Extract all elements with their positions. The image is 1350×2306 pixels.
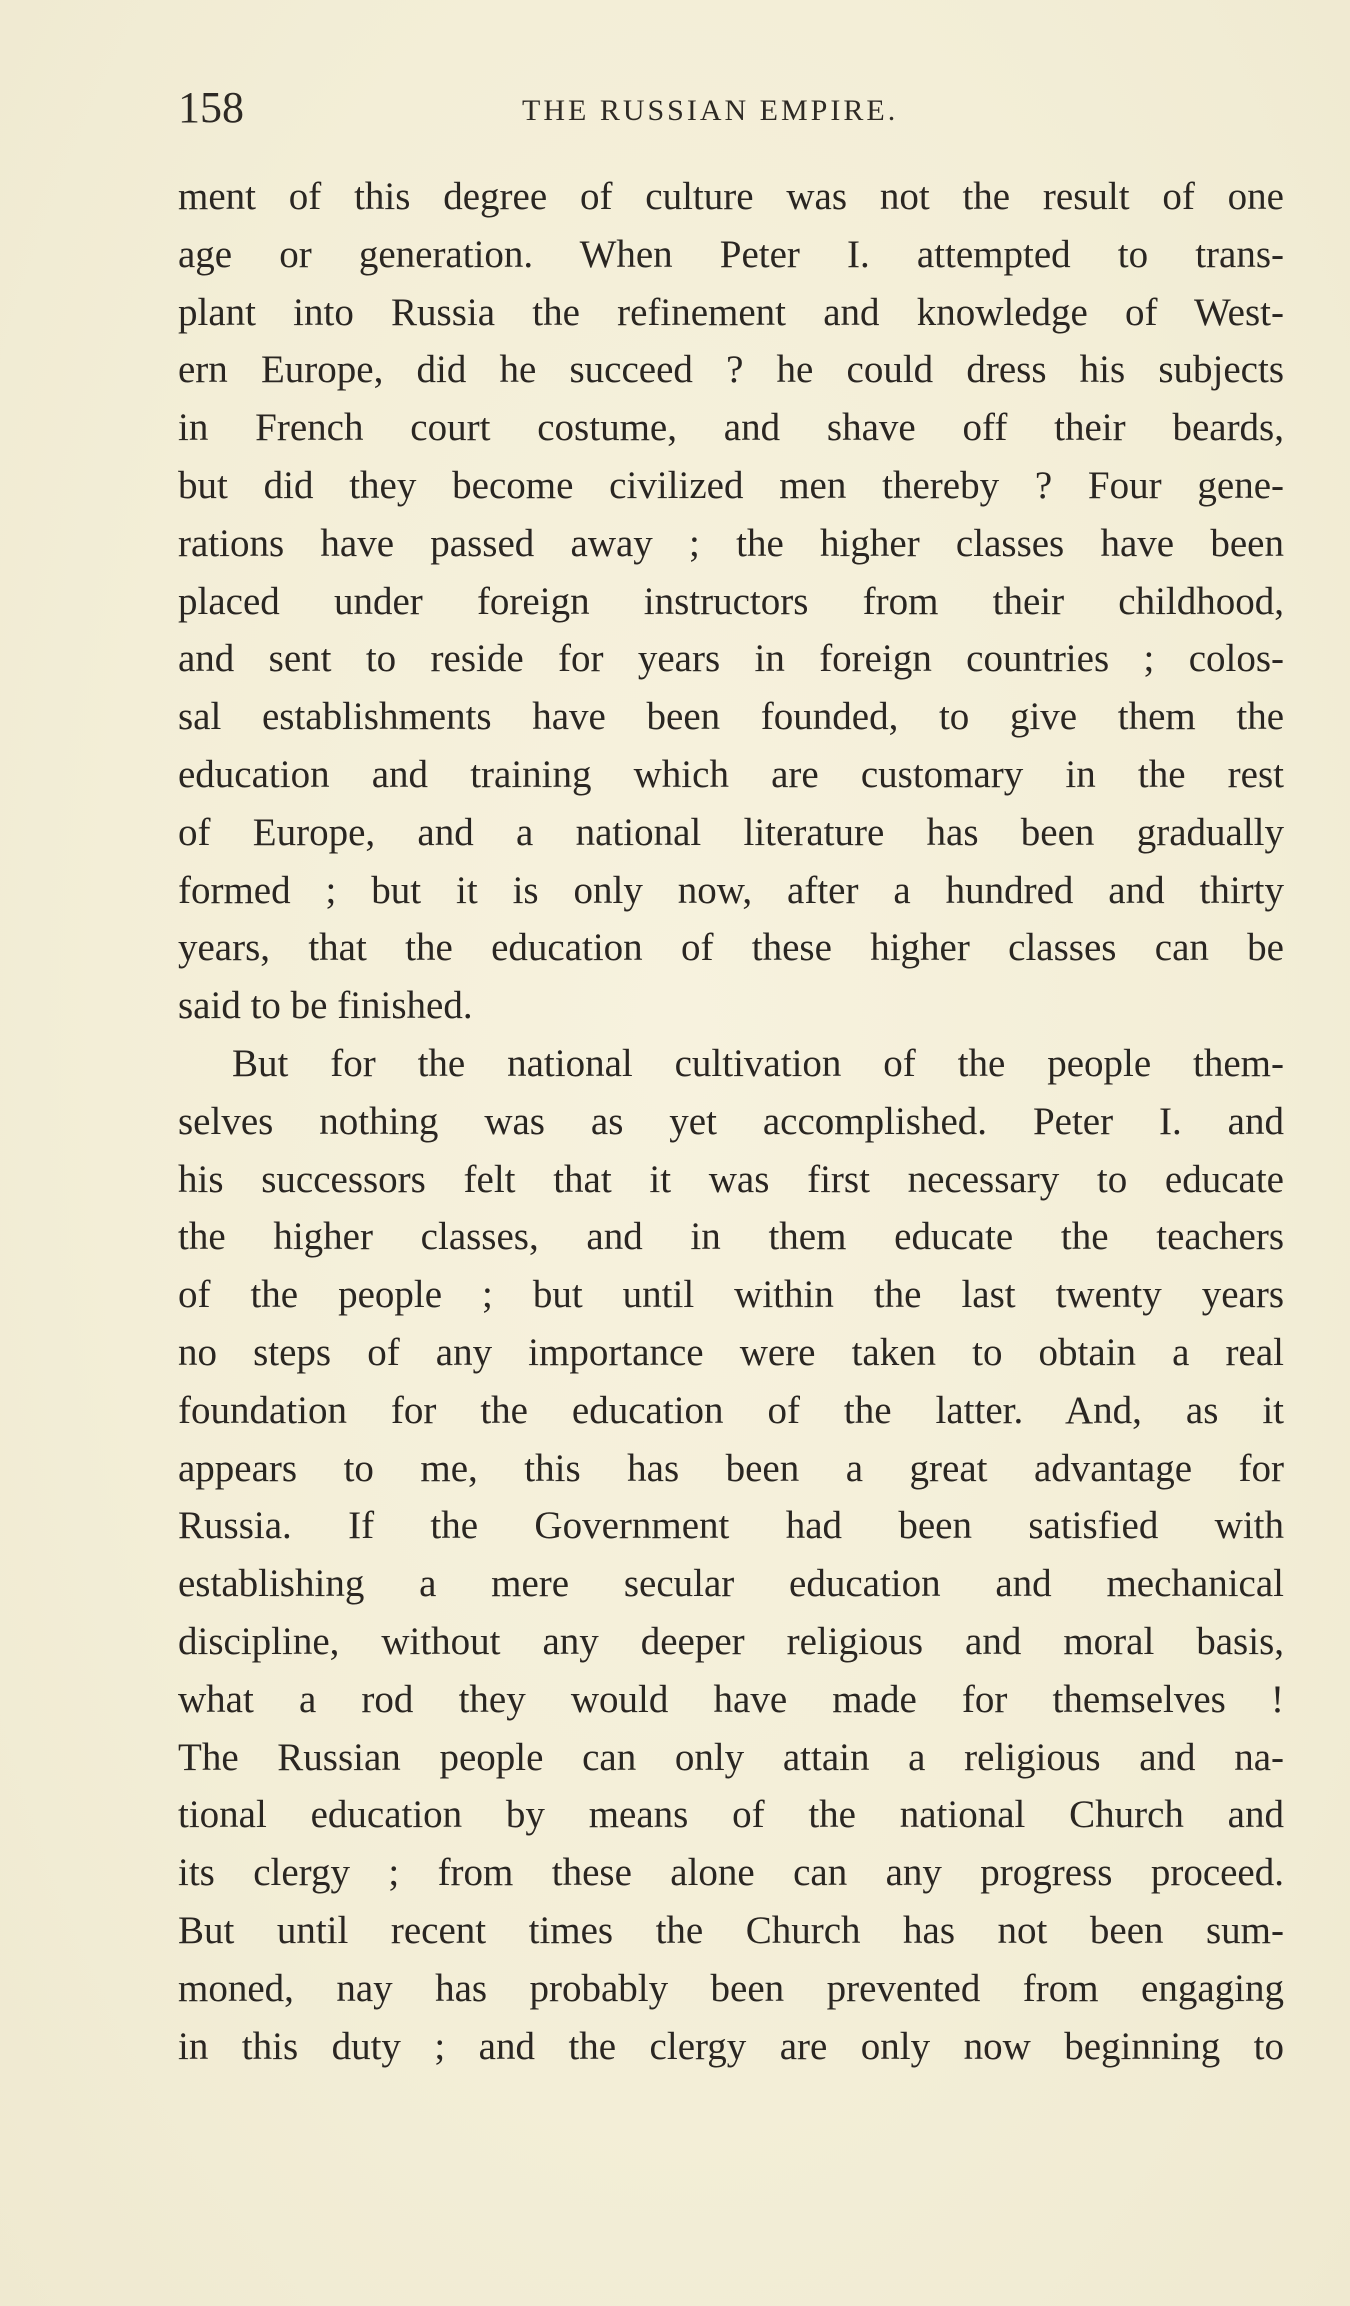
text-line: age or generation. When Peter I. attempted to trans- (178, 232, 1284, 276)
text-line: said to be finished. (178, 984, 473, 1028)
text-line: in this duty ; and the clergy are only now beginning to (178, 2024, 1284, 2068)
text-line: years, that the education of these higher classes can be (178, 926, 1284, 970)
text-line: But for the national cultivation of the people them- (232, 1041, 1284, 1085)
text-line: plant into Russia the refinement and knowledge of West- (178, 290, 1284, 334)
text-line: his successors felt that it was first necessary to educate (178, 1157, 1284, 1201)
running-title: THE RUSSIAN EMPIRE. (522, 94, 899, 127)
text-line: establishing a mere secular education and mechanical (178, 1562, 1284, 1606)
text-line: ern Europe, did he succeed ? he could dress his subjects (178, 348, 1284, 392)
text-line: discipline, without any deeper religious and moral basis, (178, 1619, 1284, 1663)
text-line: of the people ; but until within the last twenty years (178, 1273, 1284, 1317)
text-line: foundation for the education of the latter. And, as it (178, 1388, 1284, 1432)
text-line: its clergy ; from these alone can any progress proceed. (178, 1851, 1284, 1895)
text-line: formed ; but it is only now, after a hundred and thirty (178, 868, 1284, 912)
text-line: the higher classes, and in them educate the teachers (178, 1215, 1284, 1259)
paragraph-2 (178, 1035, 1284, 2075)
text-line: placed under foreign instructors from their childhood, (178, 579, 1284, 623)
text-line: selves nothing was as yet accomplished. Peter I. and (178, 1099, 1284, 1143)
page-header (178, 78, 1288, 138)
text-line: what a rod they would have made for themselves ! (178, 1677, 1284, 1721)
text-line: sal establishments have been founded, to give them the (178, 695, 1284, 739)
body-text (178, 168, 1284, 2075)
text-line: of Europe, and a national literature has been gradually (178, 810, 1284, 854)
text-line: But until recent times the Church has not been sum- (178, 1908, 1284, 1952)
text-line: no steps of any importance were taken to obtain a real (178, 1330, 1284, 1374)
text-line: tional education by means of the national Church and (178, 1793, 1284, 1837)
paragraph-1 (178, 168, 1284, 1035)
text-line: but did they become civilized men thereby ? Four gene- (178, 463, 1284, 507)
text-line: ment of this degree of culture was not the result of one (178, 175, 1284, 218)
text-line: appears to me, this has been a great advantage for (178, 1446, 1284, 1490)
text-line: rations have passed away ; the higher classes have been (178, 521, 1284, 565)
text-line: moned, nay has probably been prevented from engaging (178, 1966, 1284, 2010)
text-line: Russia. If the Government had been satisfied with (178, 1504, 1284, 1548)
page-number: 158 (178, 83, 244, 132)
text-line: and sent to reside for years in foreign countries ; colos- (178, 637, 1284, 681)
text-line: education and training which are customary in the rest (178, 752, 1284, 796)
text-line: in French court costume, and shave off their beards, (178, 406, 1284, 450)
text-line: The Russian people can only attain a religious and na- (178, 1735, 1284, 1779)
